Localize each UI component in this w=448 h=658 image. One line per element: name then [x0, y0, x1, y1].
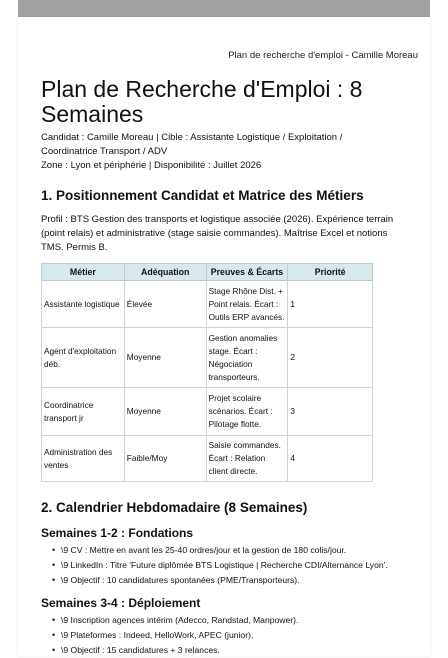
bullet-icon: •: [52, 545, 56, 555]
list-item: [41, 628, 401, 643]
table-cell: Moyenne: [124, 328, 206, 388]
list-item-text: \9 Inscription agences intérim (Adecco, Randstad, Manpower).: [61, 615, 299, 625]
weeks-3-4-list: [41, 613, 401, 658]
location-meta-line: Zone : Lyon et périphérie | Disponibilité : Juillet 2026: [41, 160, 262, 171]
weeks-1-2-list: [41, 543, 401, 588]
table-row: [42, 328, 373, 388]
table-cell: Stage Rhône Dist. + Point relais. Écart : Outils ERP avancés.: [206, 281, 288, 328]
table-row: [42, 281, 373, 328]
bullet-icon: •: [52, 615, 56, 625]
list-item-text: \9 Plateformes : Indeed, HelloWork, APEC (junior).: [61, 630, 254, 640]
table-cell: 4: [288, 436, 373, 482]
table-row: [42, 388, 373, 436]
section2-heading: 2. Calendrier Hebdomadaire (8 Semaines): [41, 500, 308, 515]
list-item-text: \9 LinkedIn : Titre 'Future diplômée BTS Logistique | Recherche CDI/Alternance Lyon'.: [61, 560, 388, 570]
table-cell: Élevée: [124, 281, 206, 328]
table-cell: Administration des ventes: [42, 436, 125, 482]
bullet-icon: •: [52, 630, 56, 640]
table-cell: 2: [288, 328, 373, 388]
table-cell: Coordinatrice transport jr: [42, 388, 125, 436]
table-cell: 3: [288, 388, 373, 436]
table-cell: Faible/Moy: [124, 436, 206, 482]
table-cell: Assistante logistique: [42, 281, 125, 328]
bullet-icon: •: [52, 645, 56, 655]
table-cell: Agent d'exploitation déb.: [42, 328, 125, 388]
table-cell: Moyenne: [124, 388, 206, 436]
viewer-top-bar: [18, 0, 430, 17]
candidate-meta-line: Candidat : Camille Moreau | Cible : Assistante Logistique / Exploitation / Coordinatrice Transport / ADV: [41, 132, 343, 157]
column-header-metier: Métier: [42, 264, 125, 281]
list-item-text: \9 Objectif : 10 candidatures spontanées (PME/Transporteurs).: [61, 575, 300, 585]
list-item: [41, 573, 401, 588]
table-cell: Projet scolaire scénarios. Écart : Pilotage flotte.: [206, 388, 288, 436]
bullet-icon: •: [52, 560, 56, 570]
list-item: [41, 613, 401, 628]
column-header-preuves: Preuves & Écarts: [206, 264, 288, 281]
column-header-priorite: Priorité: [288, 264, 373, 281]
column-header-adequation: Adéquation: [124, 264, 206, 281]
document-page: [18, 17, 430, 656]
table-cell: 1: [288, 281, 373, 328]
list-item: [41, 543, 401, 558]
page-content: [41, 77, 401, 658]
section1-heading: 1. Positionnement Candidat et Matrice des Métiers: [41, 188, 364, 203]
bullet-icon: •: [52, 575, 56, 585]
page-title: Plan de Recherche d'Emploi : 8 Semaines: [41, 76, 363, 127]
list-item-text: \9 Objectif : 15 candidatures + 3 relances.: [61, 645, 220, 655]
jobs-matrix-table: [41, 263, 373, 482]
table-header-row: [42, 264, 373, 281]
table-cell: Saisie commandes. Écart : Relation client directe.: [206, 436, 288, 482]
profile-paragraph: Profil : BTS Gestion des transports et logistique associée (2026). Expérience terrain (point relais) et administrative (stage saisie commandes). Maîtrise Excel et notions TMS. Permis B.: [41, 214, 394, 253]
table-cell: Gestion anomalies stage. Écart : Négociation transporteurs.: [206, 328, 288, 388]
weeks-3-4-heading: Semaines 3-4 : Déploiement: [41, 596, 201, 610]
list-item: [41, 558, 401, 573]
weeks-1-2-heading: Semaines 1-2 : Fondations: [41, 526, 194, 540]
list-item-text: \9 CV : Mettre en avant les 25-40 ordres/jour et la gestion de 180 colis/jour.: [61, 545, 347, 555]
table-row: [42, 436, 373, 482]
running-header: Plan de recherche d'emploi - Camille Moreau: [228, 50, 418, 61]
